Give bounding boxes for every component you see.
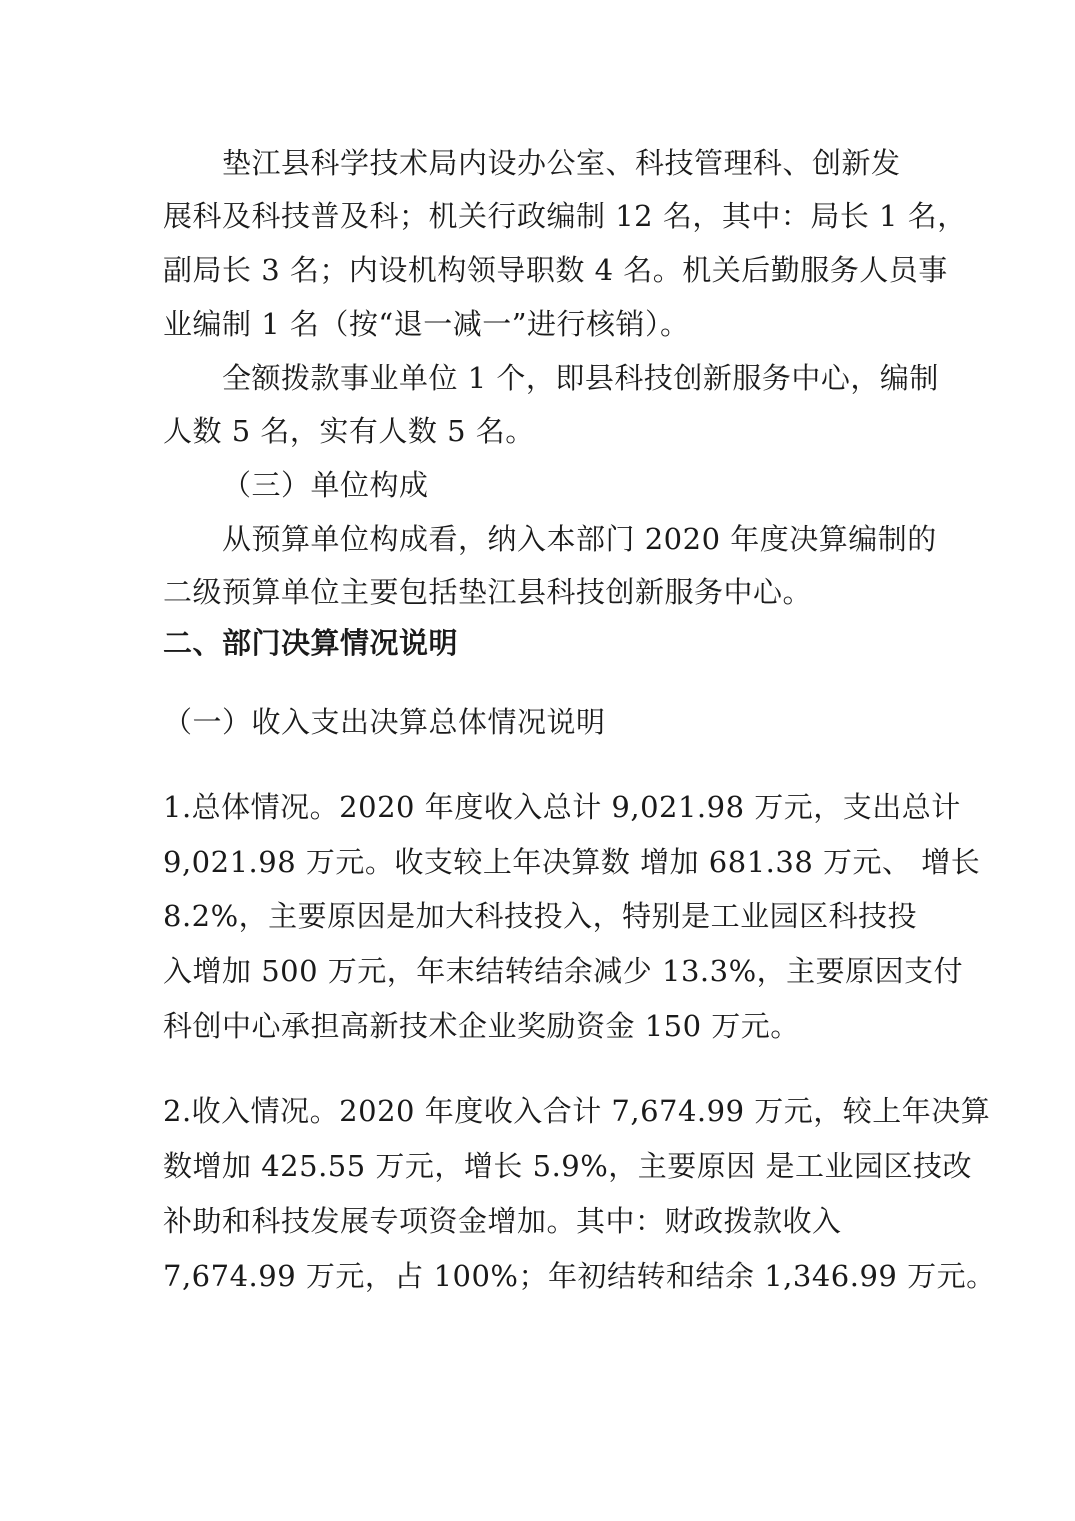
paragraph-line: 数增加 425.55 万元，增长 5.9%，主要原因 是工业园区技改: [163, 1149, 973, 1183]
paragraph-line: 补助和科技发展专项资金增加。其中：财政拨款收入: [163, 1204, 842, 1238]
section-heading-2: 二、部门决算情况说明: [163, 626, 459, 660]
paragraph-line: 二级预算单位主要包括垫江县科技创新服务中心。: [163, 575, 813, 609]
paragraph-line: 8.2%，主要原因是加大科技投入，特别是工业园区科技投: [163, 899, 918, 933]
paragraph-line: 全额拨款事业单位 1 个，即县科技创新服务中心，编制: [222, 361, 939, 395]
paragraph-line: 9,021.98 万元。收支较上年决算数 增加 681.38 万元、 增长: [163, 845, 981, 879]
paragraph-line: 从预算单位构成看，纳入本部门 2020 年度决算编制的: [222, 522, 937, 556]
paragraph-line: 入增加 500 万元，年末结转结余减少 13.3%，主要原因支付: [163, 954, 964, 988]
paragraph-line: 1.总体情况。2020 年度收入总计 9,021.98 万元，支出总计: [163, 790, 961, 824]
paragraph-line: 人数 5 名，实有人数 5 名。: [163, 414, 535, 448]
paragraph-line: 2.收入情况。2020 年度收入合计 7,674.99 万元，较上年决算: [163, 1094, 991, 1128]
paragraph-line: 7,674.99 万元，占 100%；年初结转和结余 1,346.99 万元。: [163, 1259, 996, 1293]
section-heading-3: （三）单位构成: [222, 468, 429, 502]
paragraph-line: 副局长 3 名；内设机构领导职数 4 名。机关后勤服务人员事: [163, 253, 948, 287]
paragraph-line: 展科及科技普及科；机关行政编制 12 名，其中：局长 1 名，: [163, 199, 967, 233]
paragraph-line: 业编制 1 名（按“退一减一”进行核销）。: [163, 307, 690, 341]
paragraph-line: 垫江县科学技术局内设办公室、科技管理科、创新发: [222, 146, 901, 180]
paragraph-line: 科创中心承担高新技术企业奖励资金 150 万元。: [163, 1009, 800, 1043]
subsection-heading-1: （一）收入支出决算总体情况说明: [163, 705, 606, 739]
